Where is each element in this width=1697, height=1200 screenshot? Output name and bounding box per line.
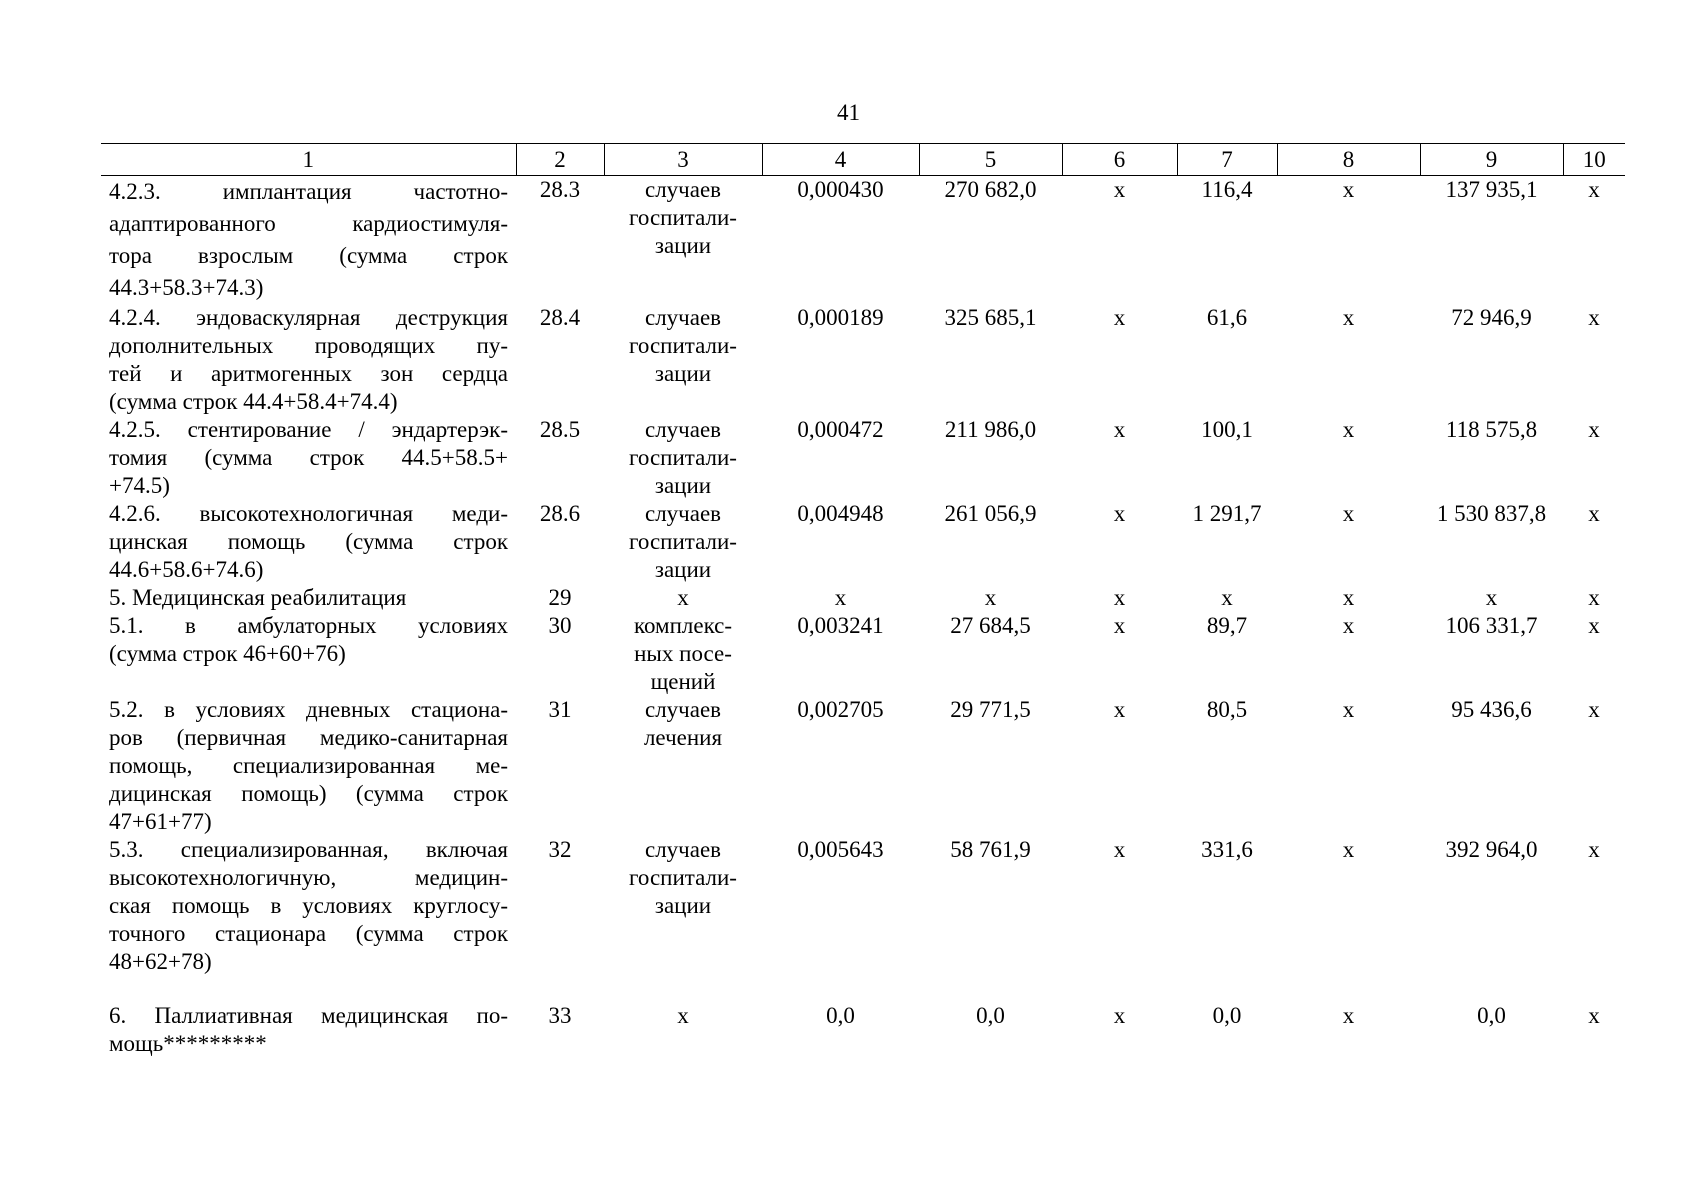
row-value-col-10: х: [1588, 837, 1600, 862]
row-value-col-4: 0,004948: [797, 501, 884, 526]
row-value-col-6: х: [1113, 1003, 1126, 1028]
row-unit: [604, 176, 762, 305]
row-unit-line: госпитали-: [629, 445, 737, 470]
row-name-line: 5.2. в условиях дневных стациона-: [109, 697, 508, 722]
row-value-col-7: 89,7: [1206, 613, 1248, 638]
row-spacer: [101, 976, 1625, 1002]
row-code: 29: [548, 585, 572, 610]
row-value-col-7: х: [1221, 585, 1233, 610]
row-value-col-6: х: [1113, 837, 1126, 862]
row-value-col-10: х: [1588, 1003, 1600, 1028]
row-unit-line: случаев: [644, 305, 722, 330]
row-name-line: 5.1. в амбулаторных условиях: [109, 613, 508, 638]
row-name: [101, 696, 516, 836]
row-unit: [604, 836, 762, 976]
row-name-line: помощь, специализированная ме-: [109, 753, 508, 778]
row-code: 31: [548, 697, 572, 722]
row-unit-line: зации: [654, 893, 712, 918]
row-unit-line: зации: [654, 557, 712, 582]
row-name-line: ров (первичная медико-санитарная: [109, 725, 508, 750]
table-row: [101, 696, 1625, 836]
row-name-line: тей и аритмогенных зон сердца: [109, 361, 508, 386]
row-value-col-8: х: [1342, 1003, 1355, 1028]
table-row: [101, 1002, 1625, 1058]
row-value-col-4: 0,0: [826, 1003, 855, 1028]
row-value-col-10: х: [1588, 697, 1600, 722]
row-value-col-6: х: [1113, 697, 1126, 722]
row-value-col-6: х: [1113, 585, 1126, 610]
row-unit-line: зации: [654, 233, 712, 258]
row-value-col-8: х: [1342, 613, 1355, 638]
row-value-col-8: х: [1342, 697, 1355, 722]
column-header-8: 8: [1277, 144, 1420, 176]
row-name: [101, 416, 516, 500]
row-name: [101, 612, 516, 696]
row-unit-line: случаев: [644, 697, 722, 722]
row-value-col-7: 80,5: [1206, 697, 1248, 722]
table-row: [101, 304, 1625, 416]
medical-care-table: [101, 143, 1625, 1058]
row-unit: [604, 304, 762, 416]
row-unit: [604, 500, 762, 584]
row-value-col-8: х: [1342, 501, 1355, 526]
row-value-col-9: 1 530 837,8: [1436, 501, 1547, 526]
row-value-col-9: 106 331,7: [1445, 613, 1538, 638]
row-value-col-8: х: [1342, 837, 1355, 862]
row-name-line: 44.3+58.3+74.3): [109, 275, 264, 300]
row-value-col-5: 29 771,5: [950, 697, 1031, 722]
row-unit-line: случаев: [644, 837, 722, 862]
row-value-col-5: 0,0: [976, 1003, 1005, 1028]
row-name-line: адаптированного кардиостимуля-: [109, 211, 508, 236]
table-row: [101, 836, 1625, 976]
row-name-line: точного стационара (сумма строк: [109, 921, 508, 946]
row-unit-line: зации: [654, 361, 712, 386]
table-row: [101, 416, 1625, 500]
row-value-col-7: 0,0: [1212, 1003, 1242, 1028]
row-name-line: 4.2.4. эндоваскулярная деструкция: [109, 305, 508, 330]
row-code: 33: [548, 1003, 572, 1028]
row-unit-line: ных посе-: [634, 641, 732, 666]
row-value-col-9: 137 935,1: [1445, 177, 1538, 202]
row-value-col-6: х: [1113, 501, 1126, 526]
row-name: [101, 836, 516, 976]
row-value-col-9: 392 964,0: [1445, 837, 1538, 862]
row-value-col-4: 0,005643: [797, 837, 884, 862]
column-header-2: 2: [516, 144, 604, 176]
row-name-line: 4.2.6. высокотехнологичная меди-: [109, 501, 508, 526]
row-value-col-7: 331,6: [1201, 837, 1253, 862]
row-name-line: цинская помощь (сумма строк: [109, 529, 508, 554]
row-name-line: 6. Паллиативная медицинская по-: [109, 1003, 508, 1028]
table-body: [101, 176, 1625, 1059]
row-code: 28.3: [539, 177, 581, 202]
row-value-col-10: х: [1588, 177, 1600, 202]
row-value-col-7: 100,1: [1201, 417, 1253, 442]
row-value-col-7: 1 291,7: [1192, 501, 1262, 526]
row-value-col-6: х: [1113, 417, 1126, 442]
row-unit: [604, 416, 762, 500]
column-header-3: 3: [604, 144, 762, 176]
row-unit: [604, 1002, 762, 1058]
row-unit-line: х: [677, 585, 689, 610]
row-value-col-4: 0,000189: [797, 305, 884, 330]
row-unit-line: госпитали-: [629, 529, 737, 554]
row-name-line: 4.2.3. имплантация частотно-: [109, 179, 508, 204]
row-unit: [604, 696, 762, 836]
row-unit-line: х: [677, 1003, 689, 1028]
row-value-col-4: 0,000430: [797, 177, 884, 202]
row-name-line: ская помощь в условиях круглосу-: [109, 893, 508, 918]
row-value-col-4: х: [834, 585, 847, 610]
row-value-col-8: х: [1342, 585, 1355, 610]
row-value-col-6: х: [1113, 305, 1126, 330]
row-unit-line: случаев: [644, 177, 722, 202]
row-name-line: 47+61+77): [109, 809, 212, 834]
row-name-line: тора взрослым (сумма строк: [109, 243, 508, 268]
row-value-col-9: 72 946,9: [1451, 305, 1532, 330]
spacer-cell: [101, 976, 1625, 1002]
table-header: [101, 144, 1625, 176]
row-value-col-10: х: [1588, 417, 1600, 442]
row-value-col-10: х: [1588, 501, 1600, 526]
row-value-col-9: 95 436,6: [1451, 697, 1532, 722]
row-name-line: 5.3. специализированная, включая: [109, 837, 508, 862]
column-header-10: 10: [1563, 144, 1625, 176]
row-value-col-5: 270 682,0: [944, 177, 1037, 202]
row-unit-line: щений: [650, 669, 716, 694]
column-header-5: 5: [919, 144, 1062, 176]
row-value-col-4: 0,002705: [797, 697, 884, 722]
row-name-line: 44.6+58.6+74.6): [109, 557, 264, 582]
row-name-line: высокотехнологичную, медицин-: [109, 865, 508, 890]
row-value-col-10: х: [1588, 585, 1600, 610]
row-unit-line: случаев: [644, 417, 722, 442]
row-unit: [604, 584, 762, 612]
row-name-line: 48+62+78): [109, 949, 212, 974]
row-name: [101, 304, 516, 416]
row-code: 30: [548, 613, 572, 638]
row-name: [101, 584, 516, 612]
row-name-line: дополнительных проводящих пу-: [109, 333, 508, 358]
row-unit-line: комплекс-: [633, 613, 733, 638]
row-unit-line: госпитали-: [629, 865, 737, 890]
row-name: [101, 1002, 516, 1058]
row-value-col-5: 325 685,1: [944, 305, 1037, 330]
row-value-col-5: 27 684,5: [950, 613, 1031, 638]
page-number: 41: [837, 100, 860, 125]
row-name-line: 5. Медицинская реабилитация: [109, 585, 407, 610]
row-unit-line: госпитали-: [629, 333, 737, 358]
table-row: [101, 176, 1625, 305]
row-name-line: 4.2.5. стентирование / эндартерэк-: [109, 417, 508, 442]
row-value-col-8: х: [1342, 305, 1355, 330]
row-code: 28.6: [539, 501, 581, 526]
row-value-col-5: 211 986,0: [944, 417, 1037, 442]
row-name: [101, 500, 516, 584]
row-value-col-10: х: [1588, 305, 1600, 330]
row-value-col-10: х: [1588, 613, 1600, 638]
row-value-col-4: 0,003241: [797, 613, 884, 638]
row-unit-line: случаев: [644, 501, 722, 526]
row-value-col-7: 116,4: [1201, 177, 1253, 202]
row-name-line: (сумма строк 46+60+76): [109, 641, 346, 666]
table-row: [101, 584, 1625, 612]
row-value-col-6: х: [1113, 613, 1126, 638]
row-code: 28.5: [539, 417, 581, 442]
row-name-line: дицинская помощь) (сумма строк: [109, 781, 508, 806]
row-code: 32: [548, 837, 572, 862]
column-header-4: 4: [762, 144, 919, 176]
row-name-line: +74.5): [109, 473, 170, 498]
row-unit-line: госпитали-: [629, 205, 737, 230]
row-unit-line: зации: [654, 473, 712, 498]
row-value-col-5: х: [984, 585, 997, 610]
row-name-line: томия (сумма строк 44.5+58.5+: [109, 445, 508, 470]
table-row: [101, 500, 1625, 584]
row-value-col-5: 58 761,9: [950, 837, 1031, 862]
row-value-col-4: 0,000472: [797, 417, 884, 442]
row-name-line: мощь*********: [109, 1031, 267, 1056]
row-value-col-9: 0,0: [1477, 1003, 1506, 1028]
row-name-line: (сумма строк 44.4+58.4+74.4): [109, 389, 398, 414]
column-header-6: 6: [1062, 144, 1177, 176]
row-unit: [604, 612, 762, 696]
row-value-col-7: 61,6: [1206, 305, 1248, 330]
row-value-col-9: 118 575,8: [1445, 417, 1538, 442]
table-row: [101, 612, 1625, 696]
column-number-row: [101, 144, 1625, 176]
column-header-7: 7: [1177, 144, 1277, 176]
column-header-1: 1: [101, 144, 516, 176]
column-header-9: 9: [1420, 144, 1563, 176]
row-value-col-9: х: [1485, 585, 1498, 610]
row-name: [101, 176, 516, 305]
row-code: 28.4: [539, 305, 581, 330]
row-unit-line: лечения: [643, 725, 723, 750]
row-value-col-6: х: [1113, 177, 1126, 202]
row-value-col-8: х: [1342, 177, 1355, 202]
row-value-col-5: 261 056,9: [944, 501, 1037, 526]
row-value-col-8: х: [1342, 417, 1355, 442]
